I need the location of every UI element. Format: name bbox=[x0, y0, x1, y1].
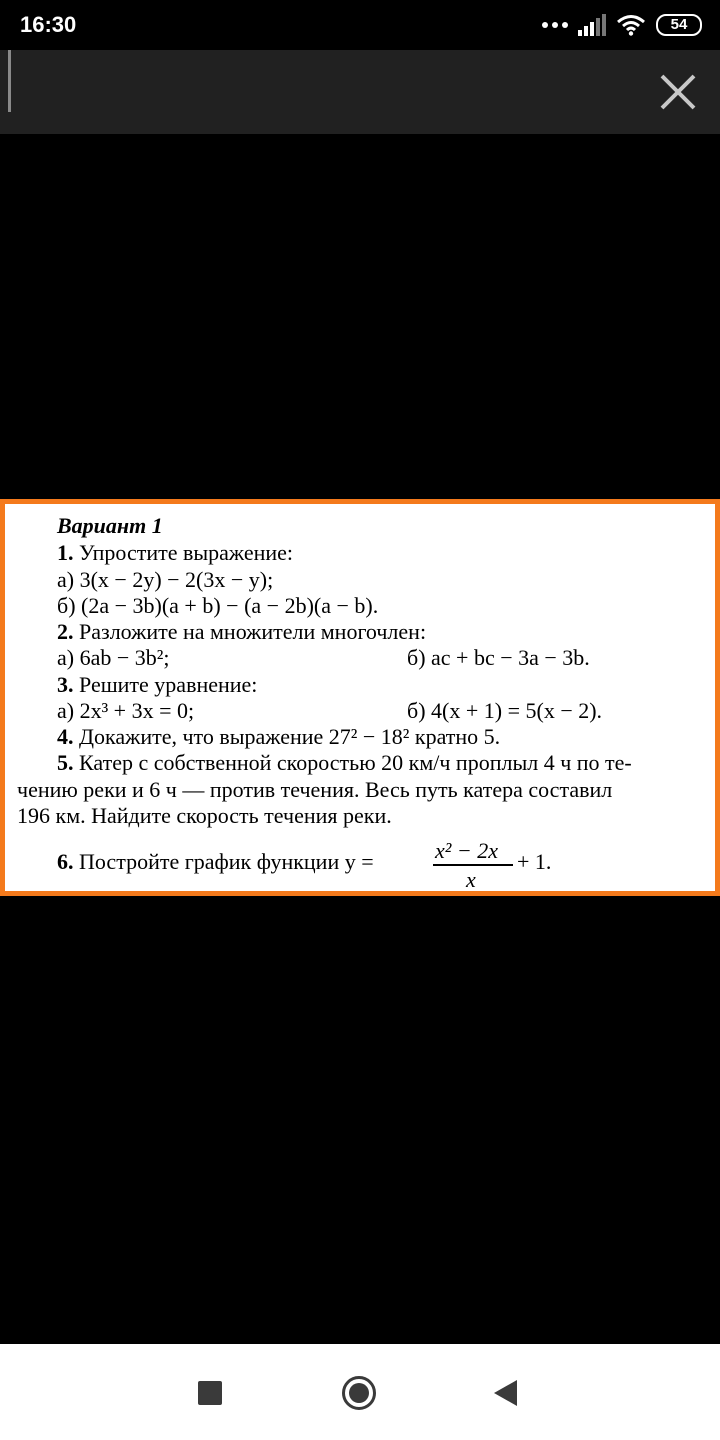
status-time: 16:30 bbox=[20, 12, 77, 37]
task-6-text: Постройте график функции y = bbox=[73, 849, 374, 874]
recents-button[interactable] bbox=[198, 1381, 222, 1410]
square-icon bbox=[198, 1381, 222, 1405]
task-5-number: 5. bbox=[57, 750, 74, 775]
task-3-a: а) 2x³ + 3x = 0; bbox=[57, 698, 195, 723]
task-1-b: б) (2a − 3b)(a + b) − (a − 2b)(a − b). bbox=[57, 593, 379, 618]
signal-icon bbox=[578, 14, 606, 36]
task-1-a: а) 3(x − 2y) − 2(3x − y); bbox=[57, 567, 274, 592]
triangle-back-icon bbox=[493, 1380, 519, 1406]
variant-title: Вариант 1 bbox=[57, 513, 163, 538]
fraction-denominator: x bbox=[466, 867, 476, 892]
task-5-line-1 bbox=[57, 750, 632, 776]
navigation-bar bbox=[0, 1344, 720, 1440]
document-image bbox=[0, 499, 720, 896]
fraction-numerator: x² − 2x bbox=[435, 838, 498, 863]
task-2-heading bbox=[57, 619, 426, 645]
task-4 bbox=[57, 724, 500, 750]
task-4-number: 4. bbox=[57, 724, 74, 749]
task-5-line-3: 196 км. Найдите скорость течения реки. bbox=[17, 803, 392, 828]
close-icon bbox=[656, 70, 700, 114]
battery-icon: 54 bbox=[656, 14, 702, 36]
task-4-text: Докажите, что выражение 27² − 18² кратно 5. bbox=[73, 724, 501, 749]
task-3-heading bbox=[57, 672, 257, 698]
viewer-toolbar bbox=[0, 50, 720, 134]
task-2-number: 2. bbox=[57, 619, 74, 644]
task-5-text-1: Катер с собственной скоростью 20 км/ч проплыл 4 ч по те- bbox=[73, 750, 632, 775]
task-1-text: Упростите выражение: bbox=[73, 540, 294, 565]
task-2-a: а) 6ab − 3b²; bbox=[57, 645, 170, 670]
task-6-tail: + 1. bbox=[517, 849, 552, 874]
task-1-number: 1. bbox=[57, 540, 74, 565]
task-3-number: 3. bbox=[57, 672, 74, 697]
status-icons bbox=[542, 12, 702, 38]
task-3-text: Решите уравнение: bbox=[73, 672, 258, 697]
dots-icon bbox=[542, 22, 568, 28]
close-button[interactable] bbox=[656, 70, 700, 114]
task-6-number: 6. bbox=[57, 849, 74, 874]
wifi-icon bbox=[616, 14, 646, 36]
task-3-b: б) 4(x + 1) = 5(x − 2). bbox=[407, 698, 603, 723]
back-button[interactable] bbox=[493, 1380, 519, 1411]
task-1-heading bbox=[57, 540, 293, 566]
task-6 bbox=[57, 849, 374, 875]
status-bar bbox=[0, 0, 720, 50]
task-5-line-2: чению реки и 6 ч — против течения. Весь путь катера составил bbox=[17, 777, 613, 802]
task-2-text: Разложите на множители многочлен: bbox=[73, 619, 427, 644]
task-2-b: б) ac + bc − 3a − 3b. bbox=[407, 645, 590, 670]
text-cursor bbox=[8, 50, 11, 112]
circle-icon bbox=[341, 1375, 377, 1411]
fraction-bar bbox=[433, 864, 513, 866]
home-button[interactable] bbox=[341, 1375, 377, 1416]
